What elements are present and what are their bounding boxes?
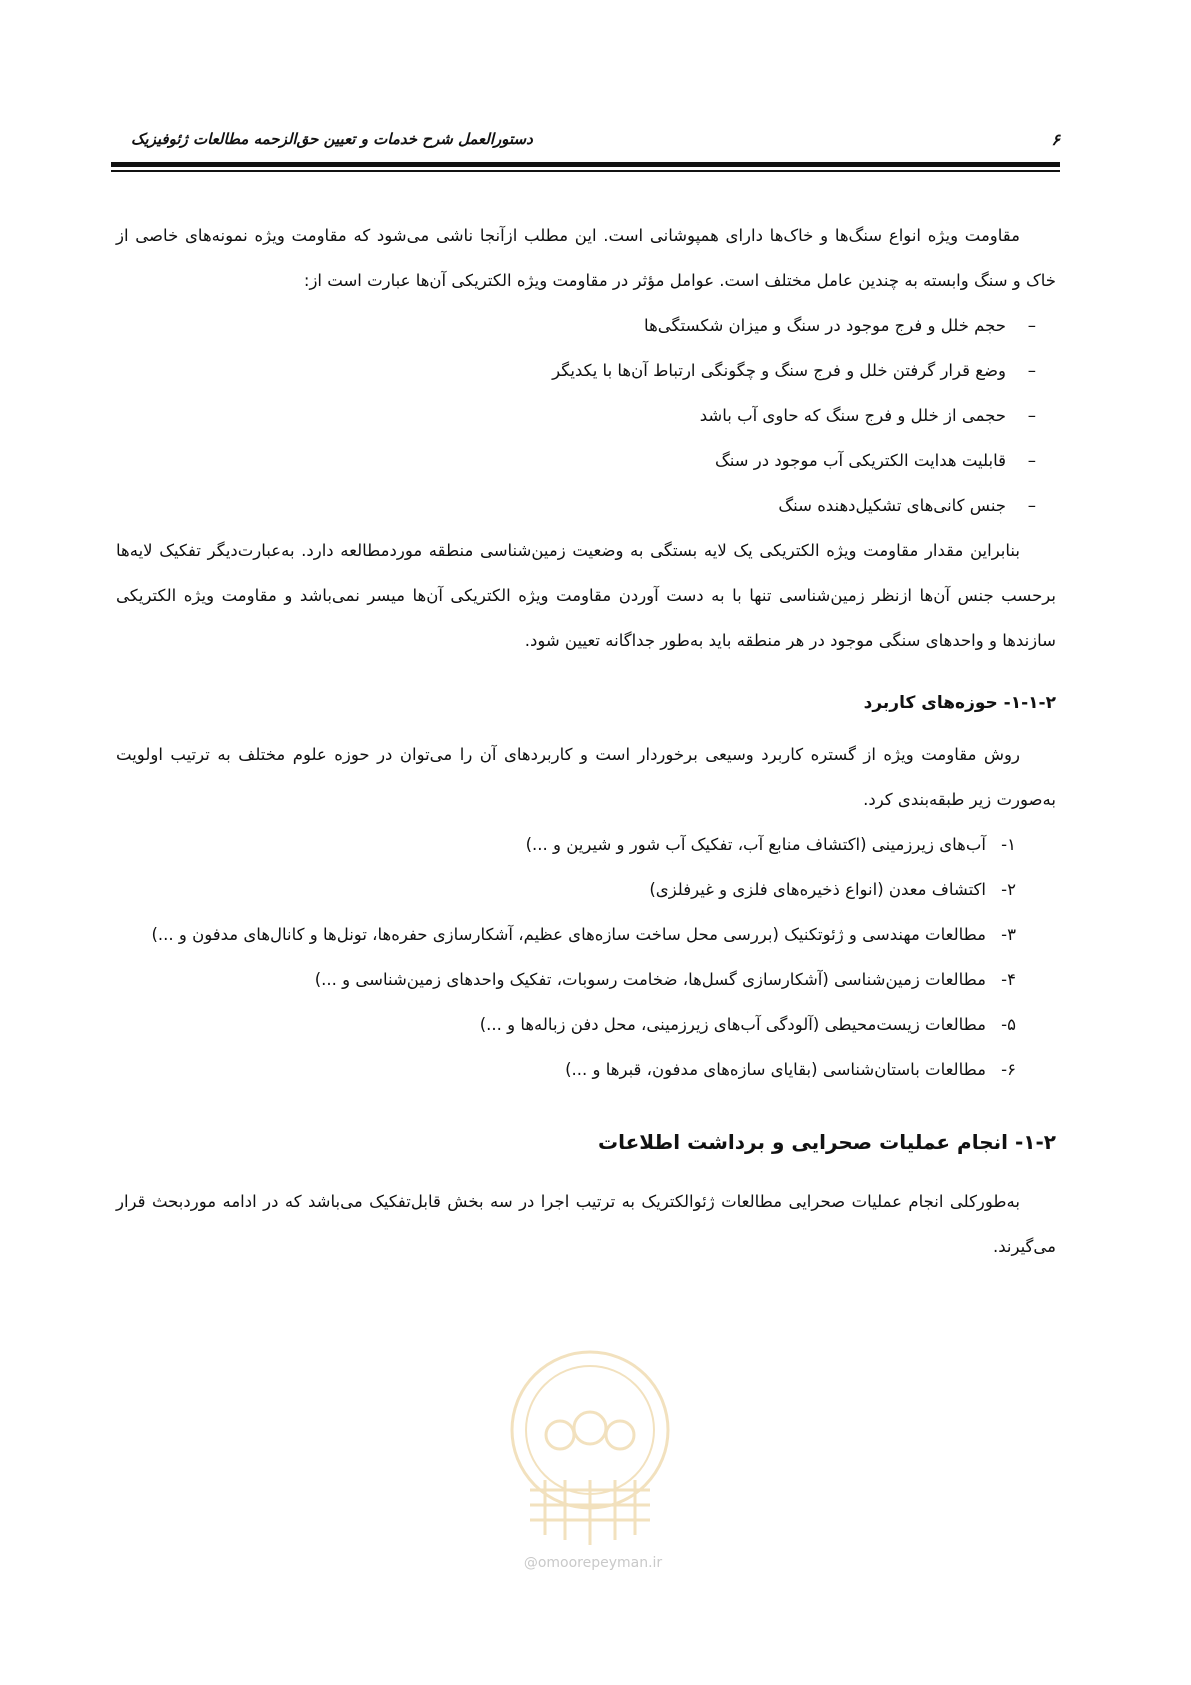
- list-item-text: مطالعات زیست‌محیطی (آلودگی آب‌های زیرزمینی، محل دفن زباله‌ها و ...): [479, 1015, 986, 1034]
- dash-bullet: –: [1027, 406, 1036, 425]
- page-header: [111, 126, 1060, 166]
- application-paragraph: روش مقاومت ویژه از گستره کاربرد وسیعی برخوردار است و کاربردهای آن را می‌توان در حوزه علوم مختلف به ترتیب اولویت به‌صورت زیر طبقه‌بندی کرد.: [116, 745, 1056, 809]
- list-item-text: جنس کانی‌های تشکیل‌دهنده سنگ: [778, 496, 1006, 515]
- section-heading-field-operations: ۱-۲- انجام عملیات صحرایی و برداشت اطلاعات: [597, 1130, 1056, 1154]
- list-item: [116, 483, 1056, 528]
- list-number: ۳-: [1001, 925, 1016, 944]
- list-item: [116, 348, 1056, 393]
- factor-list: [116, 303, 1056, 528]
- list-item-text: حجمی از خلل و فرج سنگ که حاوی آب باشد: [699, 406, 1006, 425]
- application-list: [116, 822, 1056, 1092]
- watermark-seal-icon: [490, 1340, 690, 1570]
- list-number: ۱-: [1001, 835, 1016, 854]
- list-item-text: مطالعات زمین‌شناسی (آشکارسازی گسل‌ها، ضخامت رسوبات، تفکیک واحدهای زمین‌شناسی و ...): [314, 970, 986, 989]
- list-item-text: وضع قرار گرفتن خلل و فرج سنگ و چگونگی ارتباط آن‌ها با یکدیگر: [552, 361, 1006, 380]
- list-item-text: آب‌های زیرزمینی (اکتشاف منابع آب، تفکیک آب شور و شیرین و ...): [525, 835, 986, 854]
- list-item-text: قابلیت هدایت الکتریکی آب موجود در سنگ: [714, 451, 1006, 470]
- running-title: دستورالعمل شرح خدمات و تعیین حق‌الزحمه مطالعات ژئوفیزیک: [131, 130, 533, 148]
- watermark-url: @omoorepeyman.ir: [523, 1555, 663, 1571]
- page-content: [116, 213, 1056, 1269]
- conclusion-paragraph: بنابراین مقدار مقاومت ویژه الکتریکی یک لایه بستگی به وضعیت زمین‌شناسی منطقه موردمطالعه دارد. به‌عبارت‌دیگر تفکیک لایه‌ها برحسب جنس آن‌ها ازنظر زمین‌شناسی تنها با به دست آوردن مقاومت ویژه الکتریکی آن‌ها میسر نمی‌باشد و مقاومت ویژه الکتریکی سازندها و واحدهای سنگی موجود در هر منطقه باید به‌طور جداگانه تعیین شود.: [116, 541, 1056, 650]
- list-item-text: مطالعات باستان‌شناسی (بقایای سازه‌های مدفون، قبرها و ...): [565, 1060, 986, 1079]
- list-item-text: اکتشاف معدن (انواع ذخیره‌های فلزی و غیرفلزی): [649, 880, 986, 899]
- list-item: [116, 393, 1056, 438]
- page-number: ۶: [1051, 130, 1060, 149]
- header-rule-thin: [111, 170, 1060, 172]
- section-heading-application-areas: ۱-۱-۲- حوزه‌های کاربرد: [863, 693, 1056, 713]
- list-item: [116, 1047, 1056, 1092]
- list-item: [116, 438, 1056, 483]
- header-rule-thick: [111, 162, 1060, 167]
- list-item: [116, 822, 1056, 867]
- dash-bullet: –: [1027, 451, 1036, 470]
- list-item: [116, 867, 1056, 912]
- dash-bullet: –: [1027, 361, 1036, 380]
- list-item-text: حجم خلل و فرج موجود در سنگ و میزان شکستگی‌ها: [644, 316, 1006, 335]
- list-item: [116, 957, 1056, 1002]
- field-operations-paragraph: به‌طورکلی انجام عملیات صحرایی مطالعات ژئوالکتریک به ترتیب اجرا در سه بخش قابل‌تفکیک می‌باشد که در ادامه موردبحث قرار می‌گیرند.: [116, 1192, 1056, 1256]
- list-item: [116, 1002, 1056, 1047]
- list-number: ۲-: [1001, 880, 1016, 899]
- intro-paragraph: مقاومت ویژه انواع سنگ‌ها و خاک‌ها دارای همپوشانی است. این مطلب ازآنجا ناشی می‌شود که مقاومت ویژه نمونه‌های خاصی از خاک و سنگ وابسته به چندین عامل مختلف است. عوامل مؤثر در مقاومت ویژه الکتریکی آن‌ها عبارت است از:: [116, 226, 1056, 290]
- list-number: ۵-: [1001, 1015, 1016, 1034]
- dash-bullet: –: [1027, 496, 1036, 515]
- list-item: [116, 912, 1056, 957]
- list-item: [116, 303, 1056, 348]
- list-number: ۴-: [1001, 970, 1016, 989]
- list-item-text: مطالعات مهندسی و ژئوتکنیک (بررسی محل ساخت سازه‌های عظیم، آشکارسازی حفره‌ها، تونل‌ها و کانال‌های مدفون و ...): [151, 925, 986, 944]
- dash-bullet: –: [1027, 316, 1036, 335]
- list-number: ۶-: [1001, 1060, 1016, 1079]
